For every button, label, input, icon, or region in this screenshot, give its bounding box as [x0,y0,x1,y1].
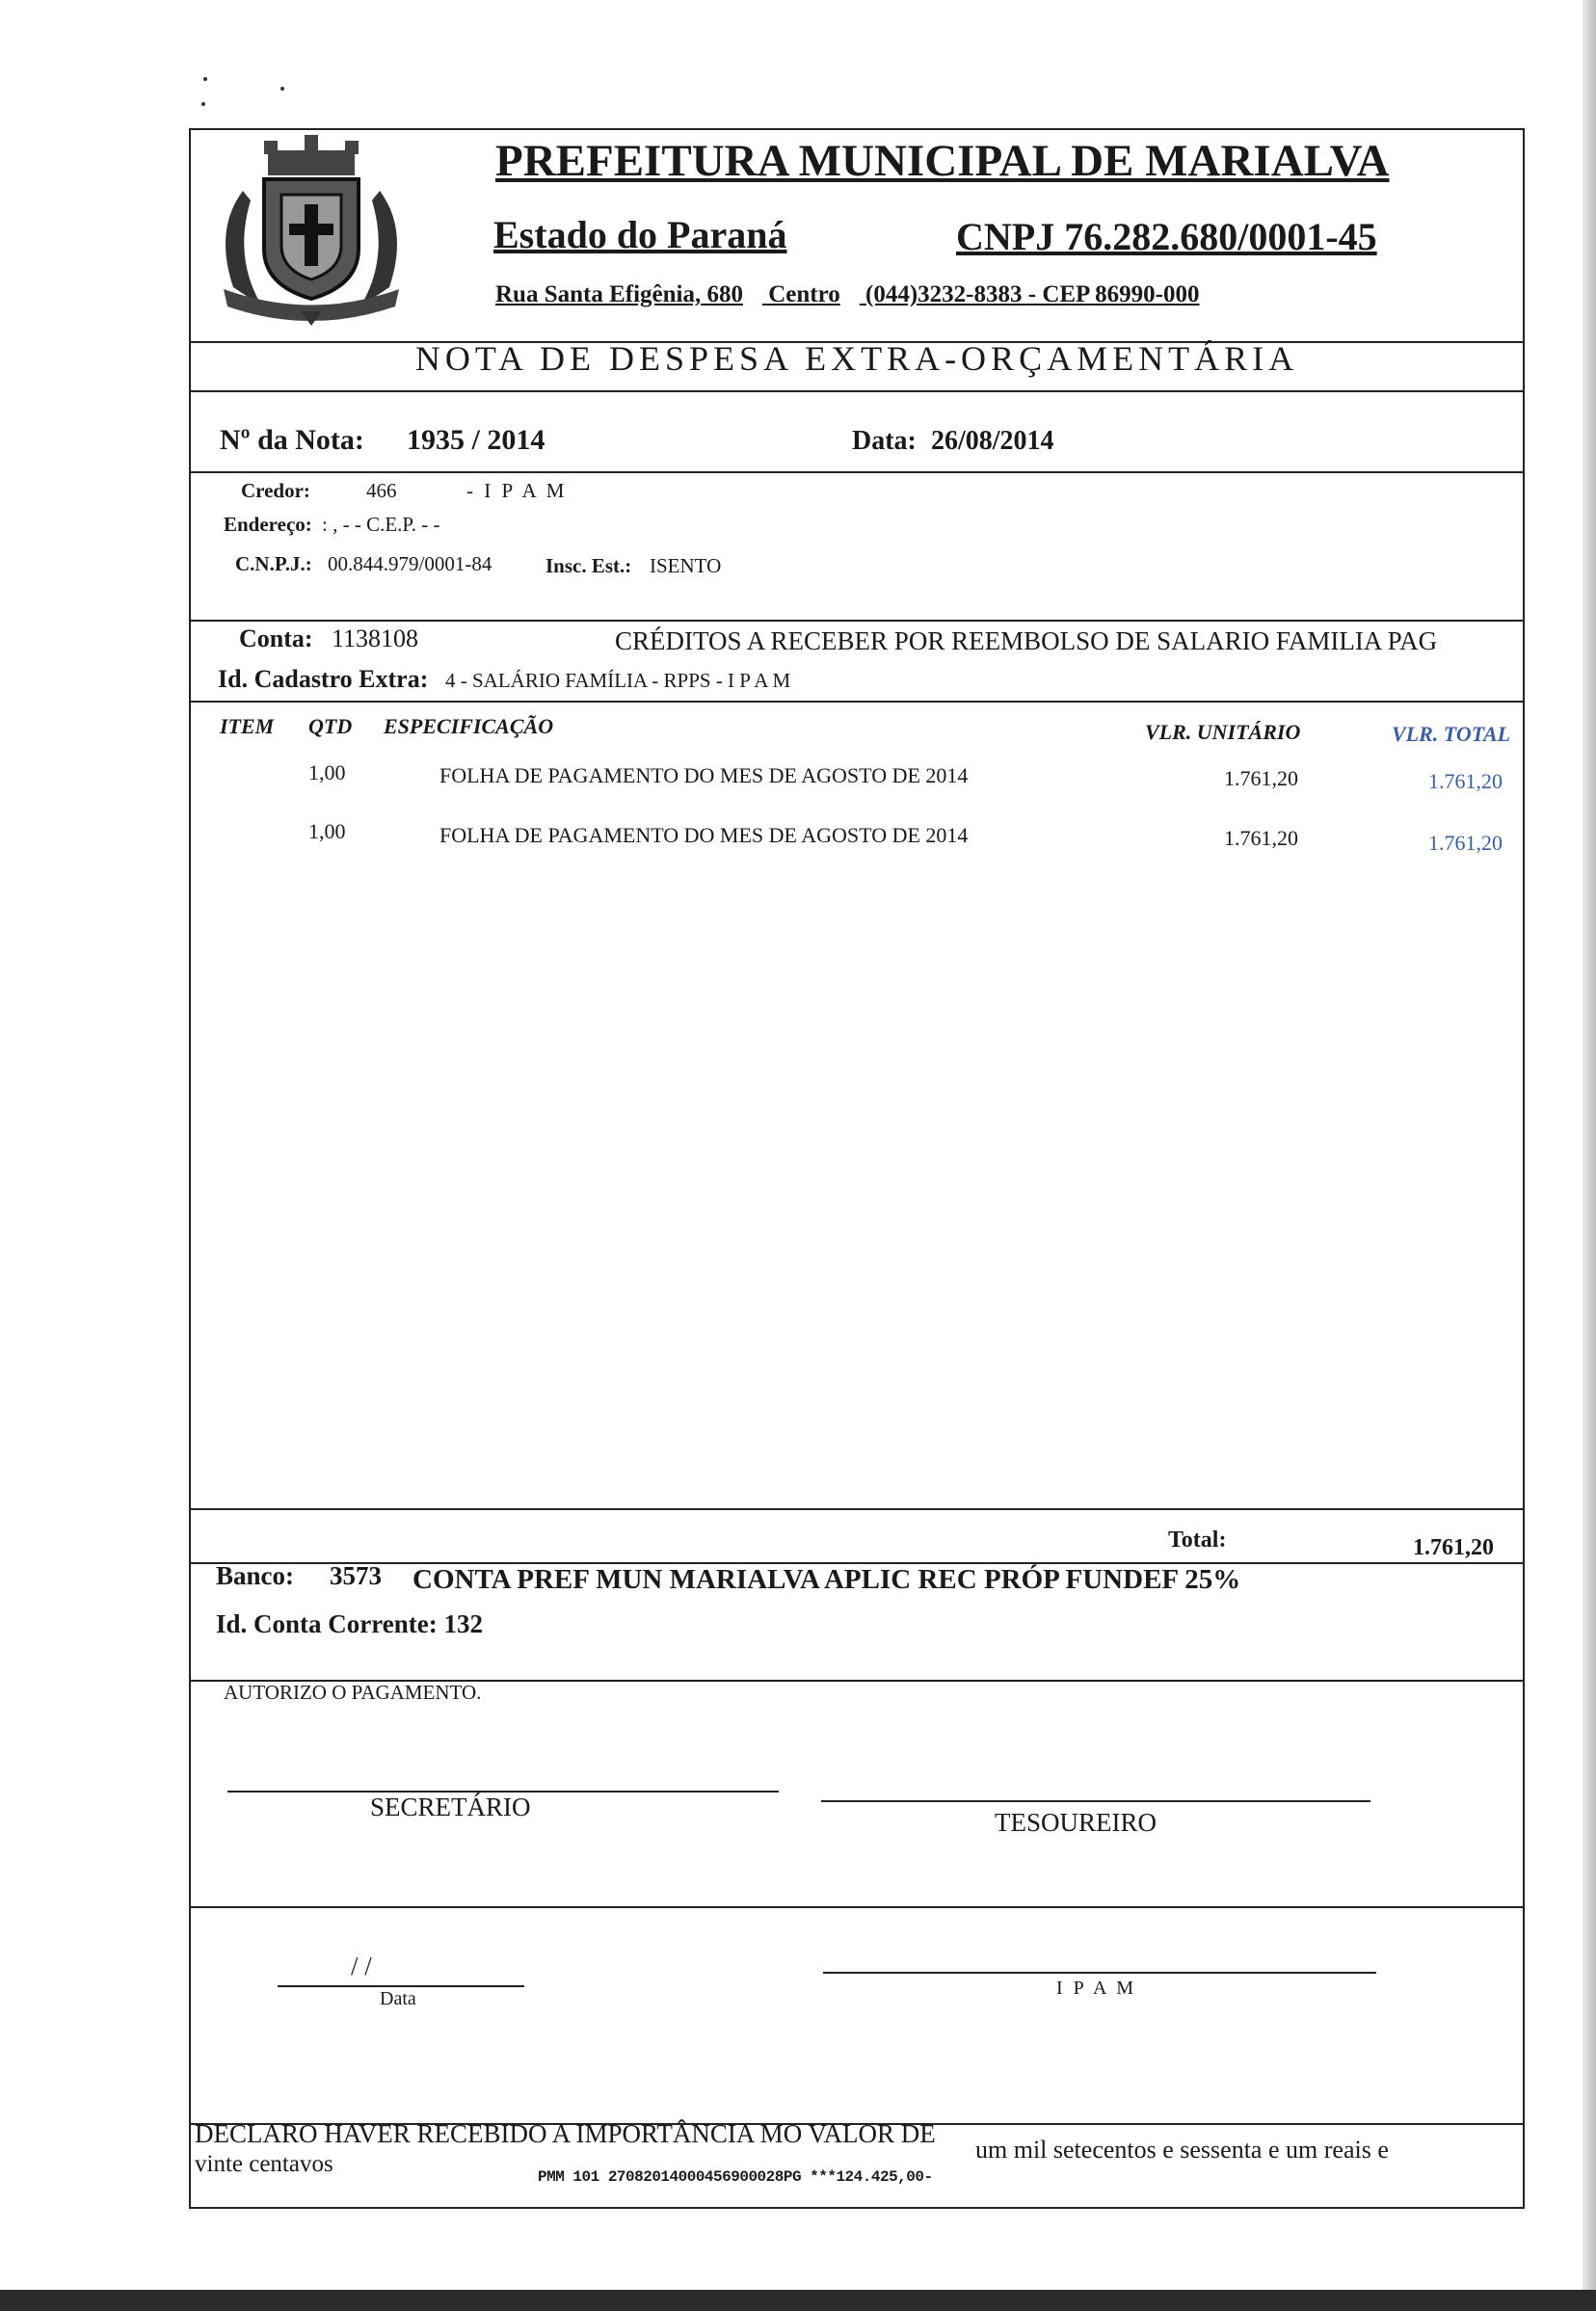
municipal-coat-of-arms-icon [204,123,418,328]
bank-code: 3573 [330,1561,382,1590]
row-specification: FOLHA DE PAGAMENTO DO MES DE AGOSTO DE 2014 [439,763,969,787]
checking-account-id: Id. Conta Corrente: 132 [216,1609,483,1638]
authorization-text: AUTORIZO O PAGAMENTO. [224,1681,482,1704]
amount-in-words-continued: vinte centavos [195,2151,333,2177]
divider [191,390,1523,392]
address-label: Endereço: [224,513,312,536]
state-registration-label: Insc. Est.: [545,554,632,577]
phone-cep: (044)3232-8383 - CEP 86990-000 [865,281,1200,307]
speck [203,77,207,81]
divider [191,1508,1523,1510]
total-value: 1.761,20 [1413,1535,1494,1560]
treasurer-label: TESOUREIRO [995,1808,1157,1837]
receipt-date-slashes: / / [351,1952,372,1980]
col-header-item: ITEM [220,714,275,738]
total-label: Total: [1168,1527,1227,1553]
district: Centro [768,281,840,307]
divider [191,620,1523,622]
nota-number-label: Nº da Nota: [220,424,364,456]
row-specification: FOLHA DE PAGAMENTO DO MES DE AGOSTO DE 2014 [439,823,969,847]
bank-account-name: CONTA PREF MUN MARIALVA APLIC REC PRÓP FUNDEF 25% [412,1564,1241,1595]
nota-date-label: Data: [852,426,917,456]
document-type-title: NOTA DE DESPESA EXTRA-ORÇAMENTÁRIA [414,339,1299,378]
speck [201,102,205,106]
speck [280,87,284,91]
row-qtd: 1,00 [308,760,346,784]
account-description: CRÉDITOS A RECEBER POR REEMBOLSO DE SALARIO FAMILIA PAG [615,626,1438,655]
page-edge-right [1583,0,1596,2311]
organization-title: PREFEITURA MUNICIPAL DE MARIALVA [495,136,1390,186]
declaration-text: DECLARO HAVER RECEBIDO A IMPORTÂNCIA MO VALOR DE [195,2119,936,2148]
divider [191,471,1523,473]
row-total-value: 1.761,20 [1428,831,1503,855]
account-code: 1138108 [332,624,419,652]
creditor-cnpj: 00.844.979/0001-84 [328,552,492,575]
amount-in-words: um mil setecentos e sessenta e um reais e [975,2136,1389,2164]
recipient-label: I P A M [1056,1978,1137,1999]
mechanical-authentication-stamp: PMM 101 27082014000456900028PG ***124.425,00- [538,2168,933,2186]
secretary-label: SECRETÁRIO [370,1793,531,1821]
extra-registry-label: Id. Cadastro Extra: [218,665,429,693]
recipient-signature-line [823,1972,1376,1974]
row-total-value: 1.761,20 [1428,769,1503,793]
address-value: : , - - C.E.P. - - [322,513,440,536]
divider [191,701,1523,703]
row-unit-value: 1.761,20 [1224,826,1298,850]
state-registration: ISENTO [650,554,722,577]
street: Rua Santa Efigênia, 680 [495,281,743,307]
page-edge-bottom [0,2290,1596,2311]
col-header-unit-value: VLR. UNITÁRIO [1145,720,1301,744]
extra-registry-value: 4 - SALÁRIO FAMÍLIA - RPPS - I P A M [445,669,791,692]
nota-number: 1935 / 2014 [407,424,545,456]
row-qtd: 1,00 [308,819,346,843]
col-header-qtd: QTD [308,714,353,738]
creditor-cnpj-label: C.N.P.J.: [235,552,312,575]
organization-address [495,281,1219,308]
organization-cnpj: CNPJ 76.282.680/0001-45 [956,215,1377,258]
row-unit-value: 1.761,20 [1224,766,1298,790]
receipt-date-label: Data [380,1988,416,2009]
divider [191,1906,1523,1908]
creditor-label: Credor: [241,479,310,502]
state-name: Estado do Paraná [493,213,787,256]
bank-label: Banco: [216,1561,294,1590]
creditor-name: - I P A M [466,479,568,502]
col-header-total-value: VLR. TOTAL [1392,722,1511,746]
receipt-date-line [278,1985,524,1987]
nota-date: 26/08/2014 [931,426,1054,456]
col-header-specification: ESPECIFICAÇÃO [384,714,554,738]
creditor-code: 466 [366,479,397,502]
account-label: Conta: [239,624,313,652]
treasurer-signature-line [821,1800,1370,1802]
expense-note-form [189,128,1525,2209]
